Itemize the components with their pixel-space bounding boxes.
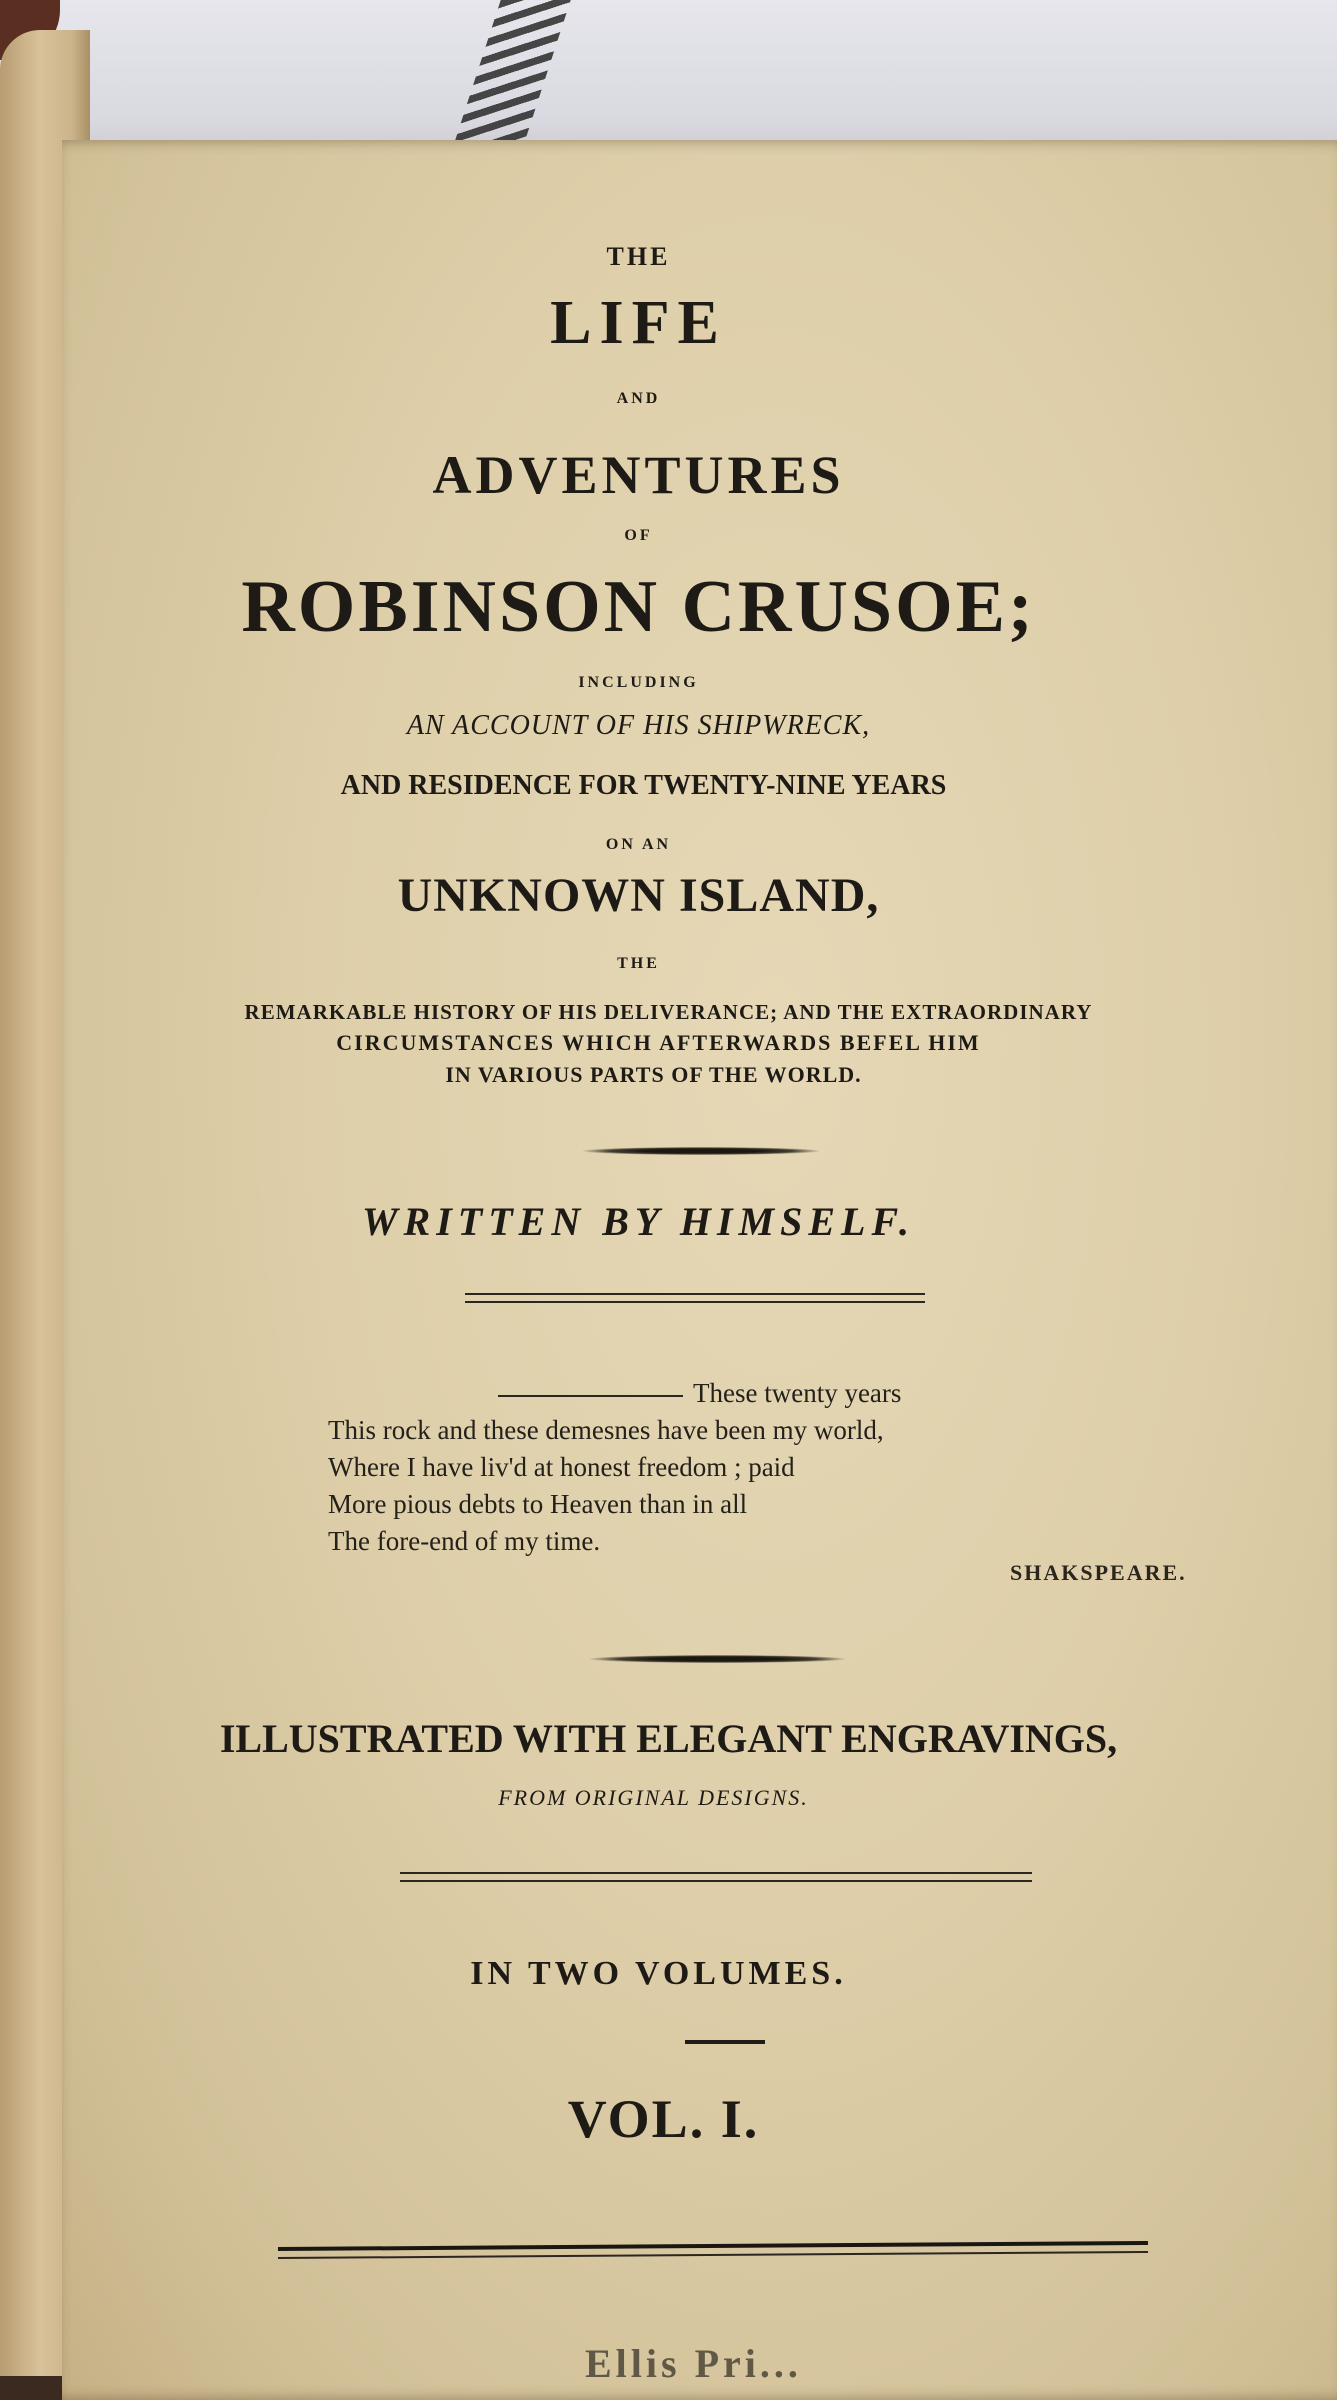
title-remarkable: REMARKABLE HISTORY OF HIS DELIVERANCE; AND THE EXTRAORDINARY (244, 1000, 1093, 1024)
epigraph-line-3: Where I have liv'd at honest freedom ; paid (328, 1452, 795, 1482)
title-of: OF (624, 527, 653, 544)
written-by-himself: WRITTEN BY HIMSELF. (361, 1199, 915, 1244)
epigraph-line-4: More pious debts to Heaven than in all (328, 1489, 748, 1519)
in-two-volumes: IN TWO VOLUMES. (470, 1955, 847, 1992)
title-on-an: ON AN (605, 836, 672, 853)
title-life: LIFE (550, 289, 727, 357)
title-adventures: ADVENTURES (432, 445, 845, 505)
epigraph-attribution: SHAKSPEARE. (1010, 1560, 1187, 1585)
double-rule-1 (465, 1293, 925, 1303)
title-account: AN ACCOUNT OF HIS SHIPWRECK, (406, 710, 871, 741)
title-circumstances: CIRCUMSTANCES WHICH AFTERWARDS BEFEL HIM (336, 1030, 981, 1055)
epigraph-line-1: These twenty years (328, 1375, 1248, 1412)
epigraph-line-5: The fore-end of my time. (328, 1526, 601, 1556)
epigraph-line-2: This rock and these demesnes have been my world, (328, 1415, 884, 1445)
ornamental-rule-2 (590, 1655, 845, 1663)
double-rule-2 (400, 1872, 1032, 1882)
title-robinson-crusoe: ROBINSON CRUSOE; (241, 566, 1036, 648)
title-island: UNKNOWN ISLAND, (397, 869, 880, 922)
volume-number: VOL. I. (567, 2089, 760, 2149)
epigraph (328, 1375, 1248, 1560)
title-and: AND (616, 390, 661, 407)
epigraph-dash (498, 1395, 683, 1397)
title-residence: AND RESIDENCE FOR TWENTY-NINE YEARS (340, 770, 947, 801)
title-including: INCLUDING (578, 674, 699, 691)
ornamental-rule-1 (583, 1147, 819, 1155)
printer-imprint-partial: Ellis Pri... (585, 2341, 802, 2380)
from-original-designs: FROM ORIGINAL DESIGNS. (498, 1785, 809, 1810)
title-various-parts: IN VARIOUS PARTS OF THE WORLD. (445, 1062, 862, 1087)
illustrated-line: ILLUSTRATED WITH ELEGANT ENGRAVINGS, (219, 1716, 1118, 1761)
short-rule (685, 2040, 765, 2044)
title-the: THE (606, 242, 671, 271)
title-the-second: THE (617, 955, 660, 972)
